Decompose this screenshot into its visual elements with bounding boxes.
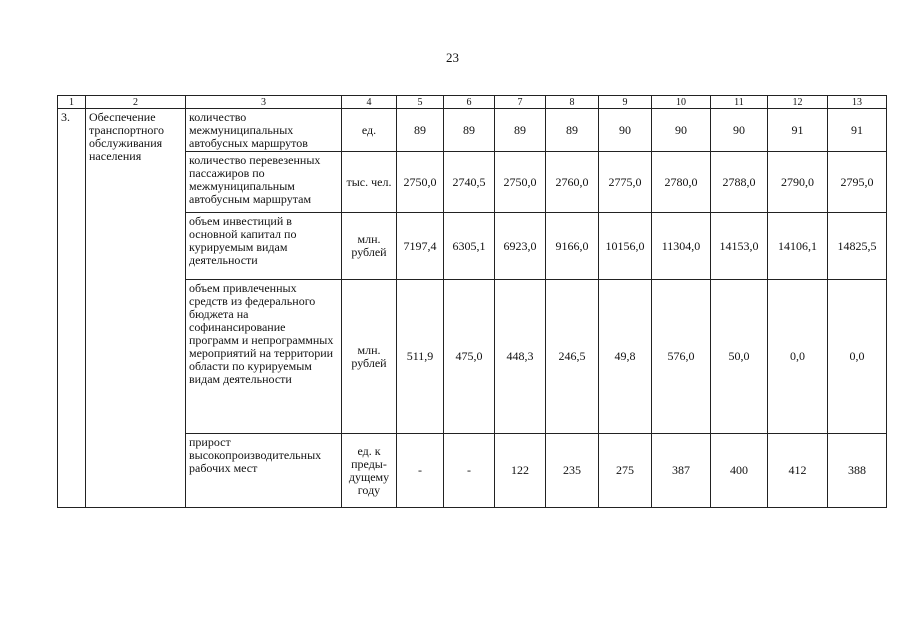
value-cell: 448,3 xyxy=(495,280,546,434)
value-cell: 2760,0 xyxy=(546,152,599,213)
value-cell: 90 xyxy=(599,109,652,152)
unit-cell: ед. к преды-дущему году xyxy=(342,434,397,508)
table-row xyxy=(58,109,887,152)
value-cell: 50,0 xyxy=(711,280,768,434)
column-header: 12 xyxy=(768,96,828,109)
unit-cell: млн. рублей xyxy=(342,280,397,434)
section-name: Обеспечение транспортного обслуживания населения xyxy=(86,109,186,508)
value-cell: 122 xyxy=(495,434,546,508)
value-cell: 89 xyxy=(397,109,444,152)
column-header: 13 xyxy=(828,96,887,109)
value-cell: - xyxy=(397,434,444,508)
indicator-name: прирост высокопроизводительных рабочих мест xyxy=(186,434,342,508)
value-cell: 235 xyxy=(546,434,599,508)
value-cell: 14153,0 xyxy=(711,213,768,280)
unit-cell: тыс. чел. xyxy=(342,152,397,213)
column-header: 9 xyxy=(599,96,652,109)
value-cell: 89 xyxy=(546,109,599,152)
section-number: 3. xyxy=(58,109,86,508)
value-cell: 511,9 xyxy=(397,280,444,434)
value-cell: 90 xyxy=(652,109,711,152)
column-header: 8 xyxy=(546,96,599,109)
unit-cell: млн. рублей xyxy=(342,213,397,280)
value-cell: 387 xyxy=(652,434,711,508)
indicator-name: количество межмуниципальных автобусных маршрутов xyxy=(186,109,342,152)
page-number: 23 xyxy=(446,50,459,65)
value-cell: 2740,5 xyxy=(444,152,495,213)
value-cell: 2775,0 xyxy=(599,152,652,213)
column-header: 4 xyxy=(342,96,397,109)
column-header: 5 xyxy=(397,96,444,109)
column-header: 10 xyxy=(652,96,711,109)
value-cell: 10156,0 xyxy=(599,213,652,280)
value-cell: 2795,0 xyxy=(828,152,887,213)
column-header: 11 xyxy=(711,96,768,109)
value-cell: 49,8 xyxy=(599,280,652,434)
column-header: 1 xyxy=(58,96,86,109)
value-cell: 14106,1 xyxy=(768,213,828,280)
table-header-row xyxy=(58,96,887,109)
value-cell: 11304,0 xyxy=(652,213,711,280)
unit-cell: ед. xyxy=(342,109,397,152)
value-cell: 475,0 xyxy=(444,280,495,434)
value-cell: 2790,0 xyxy=(768,152,828,213)
column-header: 7 xyxy=(495,96,546,109)
indicators-table xyxy=(57,95,887,508)
value-cell: 9166,0 xyxy=(546,213,599,280)
value-cell: 576,0 xyxy=(652,280,711,434)
value-cell: 89 xyxy=(495,109,546,152)
column-header: 3 xyxy=(186,96,342,109)
indicator-name: количество перевезенных пассажиров по межмуниципальным автобусным маршрутам xyxy=(186,152,342,213)
value-cell: 6305,1 xyxy=(444,213,495,280)
value-cell: 2750,0 xyxy=(495,152,546,213)
value-cell: 7197,4 xyxy=(397,213,444,280)
value-cell: - xyxy=(444,434,495,508)
value-cell: 275 xyxy=(599,434,652,508)
value-cell: 412 xyxy=(768,434,828,508)
value-cell: 89 xyxy=(444,109,495,152)
value-cell: 0,0 xyxy=(828,280,887,434)
value-cell: 14825,5 xyxy=(828,213,887,280)
column-header: 6 xyxy=(444,96,495,109)
value-cell: 246,5 xyxy=(546,280,599,434)
value-cell: 0,0 xyxy=(768,280,828,434)
value-cell: 2750,0 xyxy=(397,152,444,213)
value-cell: 6923,0 xyxy=(495,213,546,280)
value-cell: 2780,0 xyxy=(652,152,711,213)
indicator-name: объем привлеченных средств из федерального бюджета на софинансирование программ и непрограммных мероприятий на территории области по курируемым видам деятельности xyxy=(186,280,342,434)
value-cell: 400 xyxy=(711,434,768,508)
value-cell: 91 xyxy=(768,109,828,152)
value-cell: 91 xyxy=(828,109,887,152)
value-cell: 90 xyxy=(711,109,768,152)
value-cell: 388 xyxy=(828,434,887,508)
indicator-name: объем инвестиций в основной капитал по курируемым видам деятельности xyxy=(186,213,342,280)
column-header: 2 xyxy=(86,96,186,109)
value-cell: 2788,0 xyxy=(711,152,768,213)
